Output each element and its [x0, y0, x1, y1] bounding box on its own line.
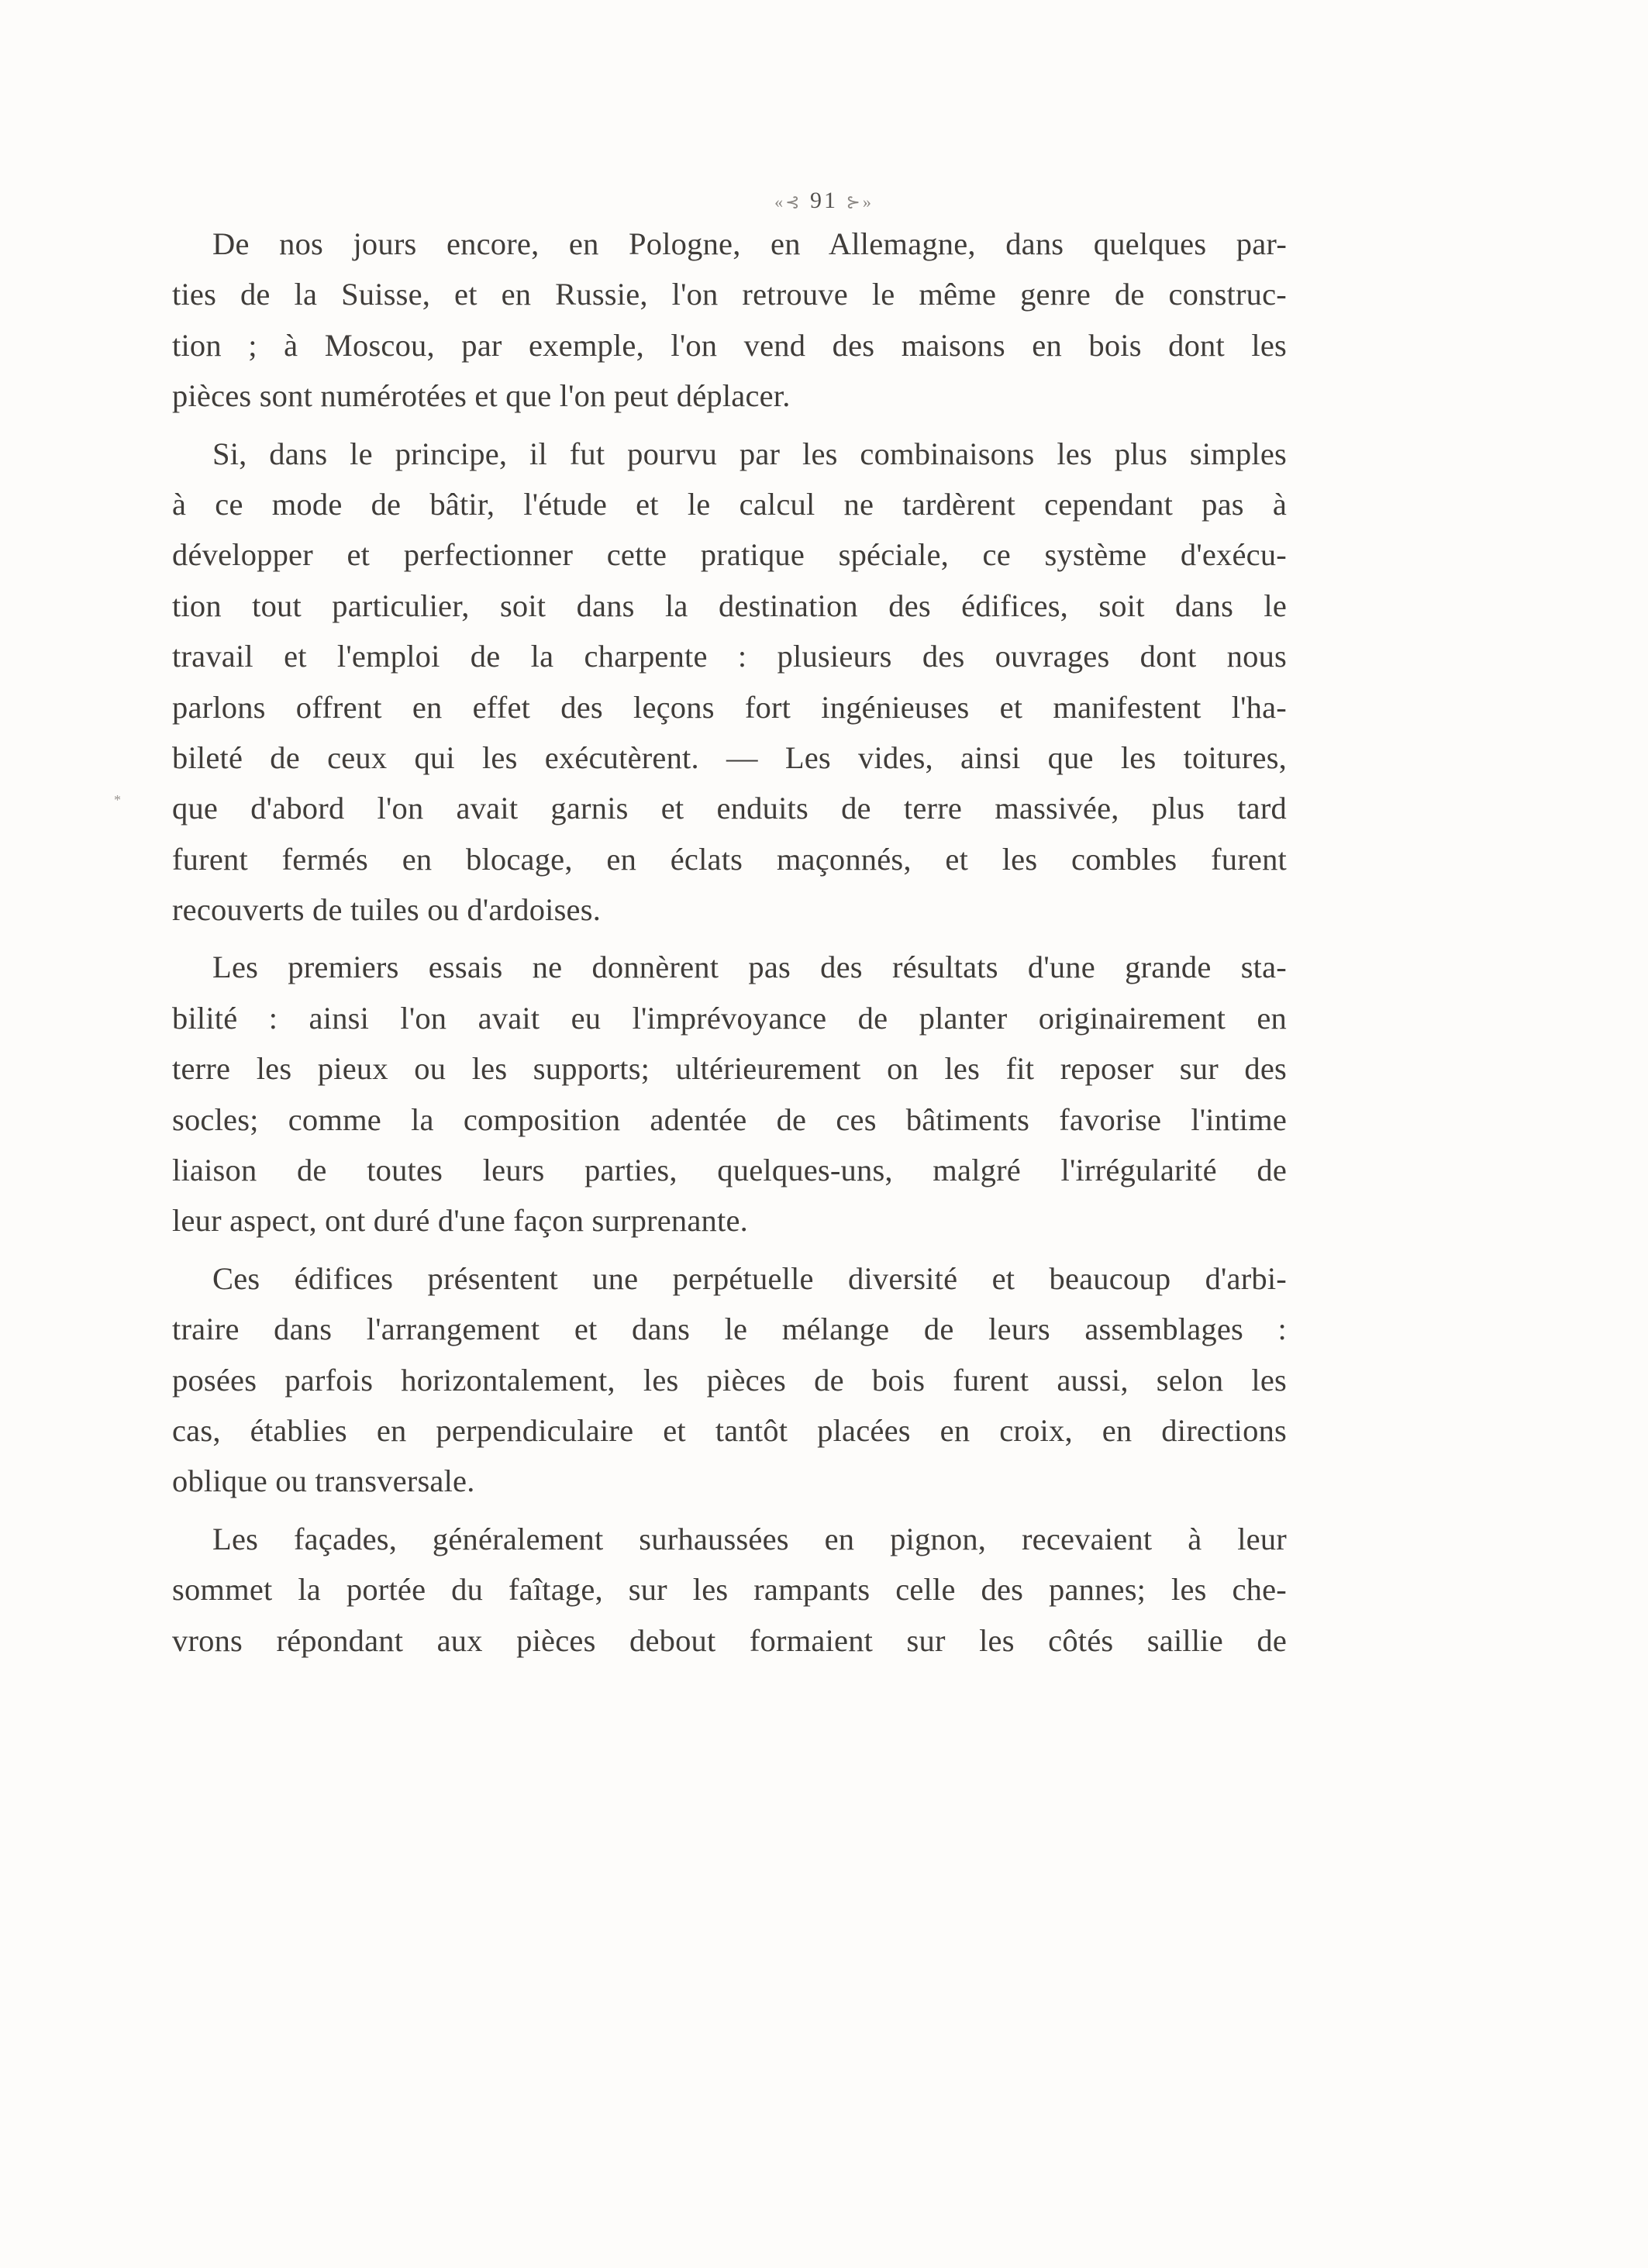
- paragraph: [172, 429, 1287, 936]
- text-line: De nos jours encore, en Pologne, en Allemagne, dans quelques par-: [212, 226, 1287, 261]
- text-line: cas, établies en perpendiculaire et tantôt placées en croix, en directions: [172, 1412, 1287, 1448]
- left-ornament: «⊰: [774, 192, 802, 212]
- page-number: 91: [810, 188, 838, 213]
- text-line: à ce mode de bâtir, l'étude et le calcul ne tardèrent cependant pas à: [172, 486, 1287, 522]
- text-line: travail et l'emploi de la charpente : plusieurs des ouvrages dont nous: [172, 639, 1287, 674]
- text-line: pièces sont numérotées et que l'on peut déplacer.: [172, 378, 791, 414]
- text-line: traire dans l'arrangement et dans le mélange de leurs assemblages :: [172, 1312, 1287, 1347]
- body-text: [172, 219, 1287, 1666]
- right-ornament: ⊱»: [846, 192, 874, 212]
- text-line: ties de la Suisse, et en Russie, l'on retrouve le même genre de construc-: [172, 277, 1287, 312]
- text-line: bilité : ainsi l'on avait eu l'imprévoyance de planter originairement en: [172, 1000, 1287, 1036]
- margin-mark: *: [114, 792, 121, 808]
- text-line: Si, dans le principe, il fut pourvu par les combinaisons les plus simples: [212, 436, 1287, 471]
- text-line: leur aspect, ont duré d'une façon surprenante.: [172, 1203, 748, 1239]
- text-line: vrons répondant aux pièces debout formaient sur les côtés saillie de: [172, 1622, 1287, 1658]
- text-line: furent fermés en blocage, en éclats maçonnés, et les combles furent: [172, 841, 1287, 877]
- text-line: Ces édifices présentent une perpétuelle diversité et beaucoup d'arbi-: [212, 1260, 1287, 1296]
- text-line: développer et perfectionner cette pratique spéciale, ce système d'exécu-: [172, 537, 1287, 573]
- text-line: recouverts de tuiles ou d'ardoises.: [172, 892, 602, 928]
- text-line: parlons offrent en effet des leçons fort ingénieuses et manifestent l'ha-: [172, 689, 1287, 725]
- text-line: bileté de ceux qui les exécutèrent. — Les vides, ainsi que les toitures,: [172, 739, 1287, 775]
- text-line: tion tout particulier, soit dans la destination des édifices, soit dans le: [172, 588, 1287, 623]
- text-line: Les façades, généralement surhaussées en pignon, recevaient à leur: [212, 1521, 1287, 1556]
- text-line: posées parfois horizontalement, les pièces de bois furent aussi, selon les: [172, 1362, 1287, 1398]
- text-line: tion ; à Moscou, par exemple, l'on vend des maisons en bois dont les: [172, 327, 1287, 363]
- text-line: que d'abord l'on avait garnis et enduits de terre massivée, plus tard: [172, 791, 1287, 826]
- page-number-header: [0, 188, 1648, 214]
- text-line: terre les pieux ou les supports; ultérieurement on les fit reposer sur des: [172, 1051, 1287, 1087]
- text-line: oblique ou transversale.: [172, 1463, 475, 1499]
- paragraph: [172, 942, 1287, 1246]
- text-line: liaison de toutes leurs parties, quelques-uns, malgré l'irrégularité de: [172, 1153, 1287, 1188]
- paragraph: [172, 1253, 1287, 1507]
- text-line: Les premiers essais ne donnèrent pas des résultats d'une grande sta-: [212, 950, 1287, 985]
- paragraph: [172, 1514, 1287, 1666]
- text-line: sommet la portée du faîtage, sur les rampants celle des pannes; les che-: [172, 1572, 1287, 1608]
- paragraph: [172, 219, 1287, 422]
- text-line: socles; comme la composition adentée de ces bâtiments favorise l'intime: [172, 1101, 1287, 1137]
